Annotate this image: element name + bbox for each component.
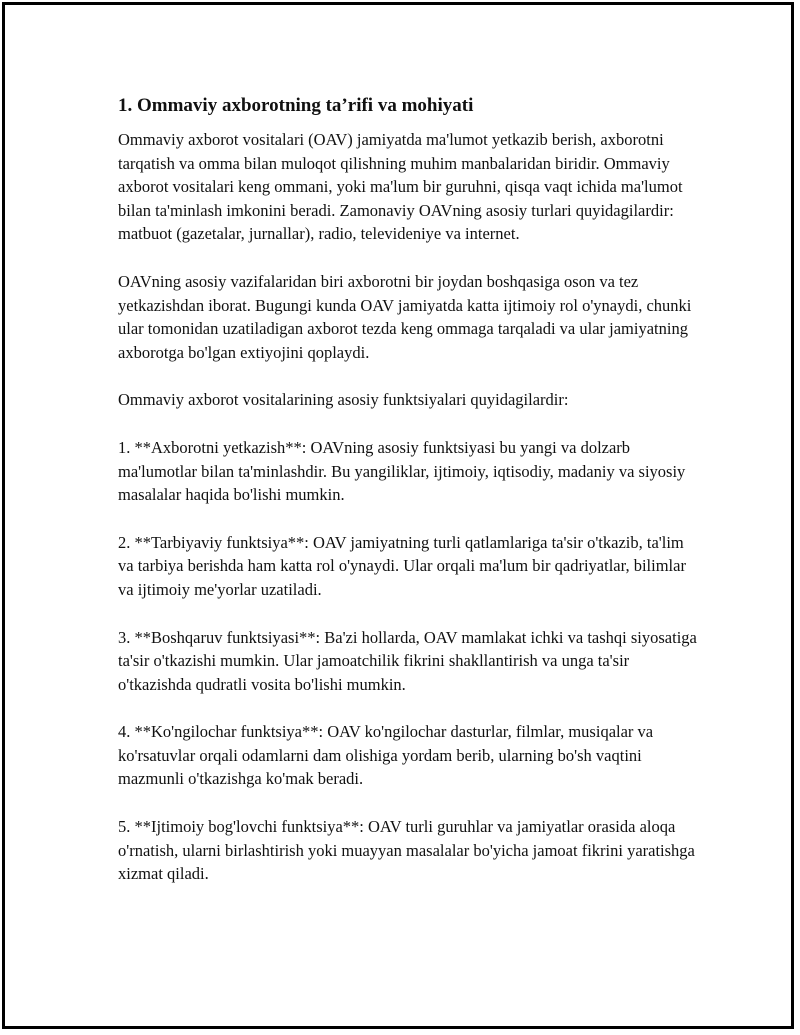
section-title: 1. Ommaviy axborotning ta’rifi va mohiyati [118,95,474,116]
paragraph-functions-lead: Ommaviy axborot vositalarining asosiy funktsiyalari quyidagilardir: [118,390,569,410]
list-item-function-2: 2. **Tarbiyaviy funktsiya**: OAV jamiyatning turli qatlamlariga ta'sir o'tkazib, ta'lim va tarbiya berishda ham katta rol o'ynaydi. Ular orqali ma'lum bir qadriyatlar, bilimlar va ijtimoiy me'yorlar uzatiladi. [118,532,686,599]
list-item-function-5: 5. **Ijtimoiy bog'lovchi funktsiya**: OAV turli guruhlar va jamiyatlar orasida aloqa o'rnatish, ularni birlashtirish yoki muayyan masalalar bo'yicha jamoat fikrini yaratishga xizmat qiladi. [118,817,695,884]
list-item-function-4: 4. **Ko'ngilochar funktsiya**: OAV ko'ngilochar dasturlar, filmlar, musiqalar va ko'rsatuvlar orqali odamlarni dam olishiga yordam berib, ularning bo'sh vaqtini mazmunli o'tkazishga ko'mak beradi. [118,722,654,789]
paragraph-intro: Ommaviy axborot vositalari (OAV) jamiyatda ma'lumot yetkazib berish, axborotni tarqatish va omma bilan muloqot qilishning muhim manbalaridan biridir. Ommaviy axborot vositalari keng ommani, yoki ma'lum bir guruhni, qisqa vaqt ichida ma'lumot bilan ta'minlash imkonini beradi. Zamonaviy OAVning asosiy turlari quyidagilardir: matbuot (gazetalar, jurnallar), radio, televideniye va internet. [118,130,683,244]
list-item-function-1: 1. **Axborotni yetkazish**: OAVning asosiy funktsiyasi bu yangi va dolzarb ma'lumotlar bilan ta'minlashdir. Bu yangiliklar, ijtimoiy, iqtisodiy, madaniy va siyosiy masalalar haqida bo'lishi mumkin. [118,437,686,505]
paragraph-tasks: OAVning asosiy vazifalaridan biri axborotni bir joydan boshqasiga oson va tez yetkazishdan iborat. Bugungi kunda OAV jamiyatda katta ijtimoiy rol o'ynaydi, chunki ular tomonidan uzatiladigan axborot tezda keng ommaga tarqaladi va ular jamiyatning axborotga bo'lgan extiyojini qoplaydi. [118,271,692,362]
list-item-function-3: 3. **Boshqaruv funktsiyasi**: Ba'zi hollarda, OAV mamlakat ichki va tashqi siyosatiga ta'sir o'tkazishi mumkin. Ular jamoatchilik fikrini shakllantirish va unga ta'sir o'tkazishda qudratli vosita bo'lishi mumkin. [118,627,697,694]
document-body [118,94,698,910]
